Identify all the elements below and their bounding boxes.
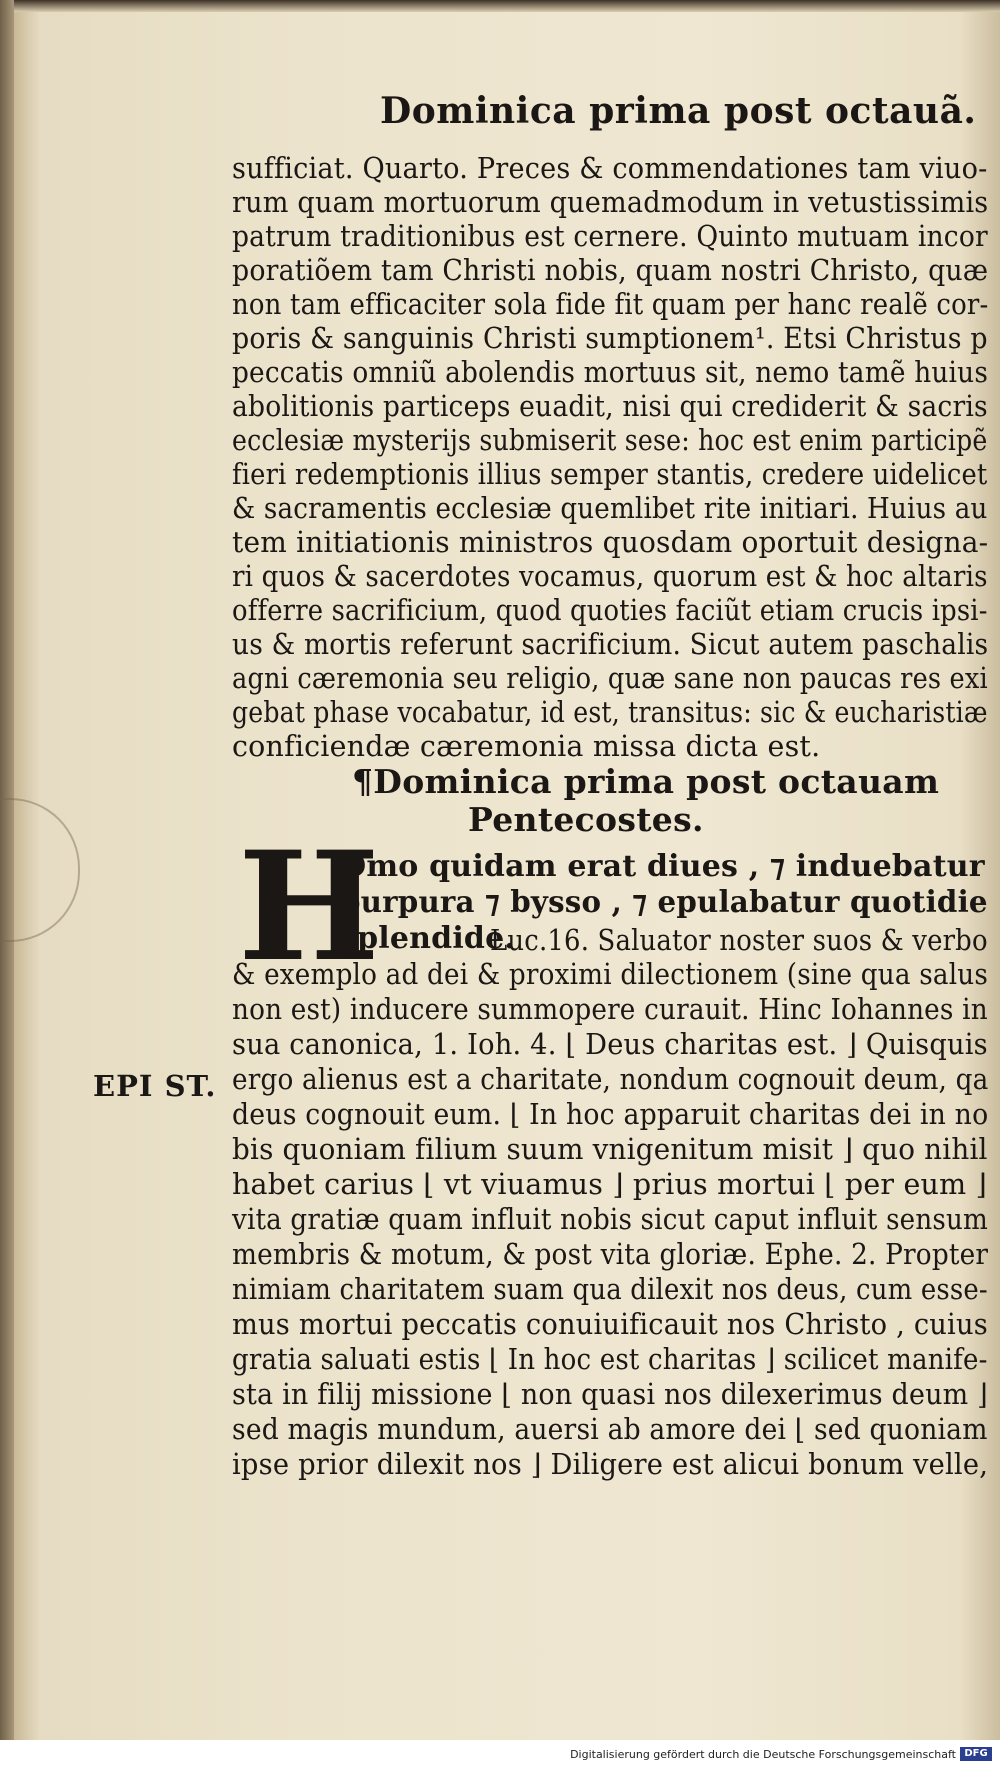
text-line: non est) inducere summopere curauit. Hinc Iohannes in bbox=[232, 993, 988, 1026]
text-line: rum quam mortuorum quemadmodum in vetustissimis bbox=[232, 186, 989, 219]
page-top-shadow bbox=[0, 0, 1000, 12]
text-line: habet carius ⌊ vt viuamus ⌋ prius mortui ⌊ per eum ⌋ bbox=[232, 1168, 987, 1201]
text-line: non tam efficaciter sola fide fit quam per hanc realẽ cor- bbox=[232, 288, 989, 321]
text-line: & exemplo ad dei & proximi dilectionem (sine qua salus bbox=[232, 958, 989, 991]
text-line: ipse prior dilexit nos ⌋ Diligere est alicui bonum velle, bbox=[232, 1448, 989, 1481]
dfg-logo: DFG bbox=[960, 1747, 992, 1761]
text-line: bis quoniam filium suum vnigenitum misit ⌋ quo nihil bbox=[232, 1133, 988, 1166]
text-line: tem initiationis ministros quosdam oportuit designa- bbox=[232, 526, 989, 559]
text-line: agni cæremonia seu religio, quæ sane non paucas res exi bbox=[232, 662, 988, 695]
incipit-line: splendide. bbox=[340, 921, 516, 956]
text-line: nimiam charitatem suam qua dilexit nos deus, cum esse- bbox=[232, 1273, 988, 1306]
running-head: Dominica prima post octauã. bbox=[380, 90, 977, 132]
text-line: mus mortui peccatis conuiuificauit nos Christo , cuius bbox=[232, 1308, 988, 1341]
text-line: gebat phase vocabatur, id est, transitus: sic & eucharistiæ bbox=[232, 696, 988, 729]
text-line: offerre sacrificium, quod quoties faciũt etiam crucis ipsi- bbox=[232, 594, 988, 627]
section-heading-subtitle: Pentecostes. bbox=[468, 800, 704, 839]
footer-credit: Digitalisierung gefördert durch die Deutsche Forschungsgemeinschaft bbox=[570, 1748, 956, 1761]
text-line: patrum traditionibus est cernere. Quinto mutuam incor bbox=[232, 220, 988, 253]
text-line: deus cognouit eum. ⌊ In hoc apparuit charitas dei in no bbox=[232, 1098, 989, 1131]
text-line: sed magis mundum, auersi ab amore dei ⌊ sed quoniam bbox=[232, 1413, 988, 1446]
text-line: ecclesiæ mysterijs submiserit sese: hoc est enim participẽ bbox=[232, 424, 988, 457]
page-clip-mark bbox=[0, 798, 80, 942]
text-line: conficiendæ cæremonia missa dicta est. bbox=[232, 730, 821, 763]
text-line: sta in filij missione ⌊ non quasi nos dilexerimus deum ⌋ bbox=[232, 1378, 988, 1411]
text-line: sufficiat. Quarto. Preces & commendationes tam viuo- bbox=[232, 152, 988, 185]
text-line: sua canonica, 1. Ioh. 4. ⌊ Deus charitas est. ⌋ Quisquis bbox=[232, 1028, 988, 1061]
incipit-line: purpura ⁊ bysso , ⁊ epulabatur quotidie bbox=[340, 885, 988, 920]
text-line: ri quos & sacerdotes vocamus, quorum est & hoc altaris bbox=[232, 560, 988, 593]
text-line: gratia saluati estis ⌊ In hoc est charitas ⌋ scilicet manife- bbox=[232, 1343, 988, 1376]
text-line: abolitionis particeps euadit, nisi qui crediderit & sacris bbox=[232, 390, 988, 423]
text-line: poratiõem tam Christi nobis, quam nostri Christo, quæ bbox=[232, 254, 989, 287]
incipit-line: Omo quidam erat diues , ⁊ induebatur bbox=[340, 849, 985, 884]
drop-capital: H bbox=[238, 819, 380, 995]
section-heading: ¶Dominica prima post octauam bbox=[352, 762, 940, 801]
text-line: ergo alienus est a charitate, nondum cognouit deum, qa bbox=[232, 1063, 989, 1096]
margin-note: EPI ST. bbox=[93, 1069, 217, 1103]
text-line: peccatis omniũ abolendis mortuus sit, nemo tamẽ huius bbox=[232, 356, 989, 389]
text-line: poris & sanguinis Christi sumptionem¹. Etsi Christus p bbox=[232, 322, 988, 355]
text-line: & sacramentis ecclesiæ quemlibet rite initiari. Huius au bbox=[232, 492, 988, 525]
incipit-citation: Luc.16. Saluator noster suos & verbo bbox=[490, 924, 988, 957]
text-line: vita gratiæ quam influit nobis sicut caput influit sensum bbox=[232, 1203, 988, 1236]
text-line: us & mortis referunt sacrificium. Sicut autem paschalis bbox=[232, 628, 989, 661]
text-line: membris & motum, & post vita gloriæ. Ephe. 2. Propter bbox=[232, 1238, 989, 1271]
text-line: fieri redemptionis illius semper stantis, credere uidelicet bbox=[232, 458, 988, 491]
